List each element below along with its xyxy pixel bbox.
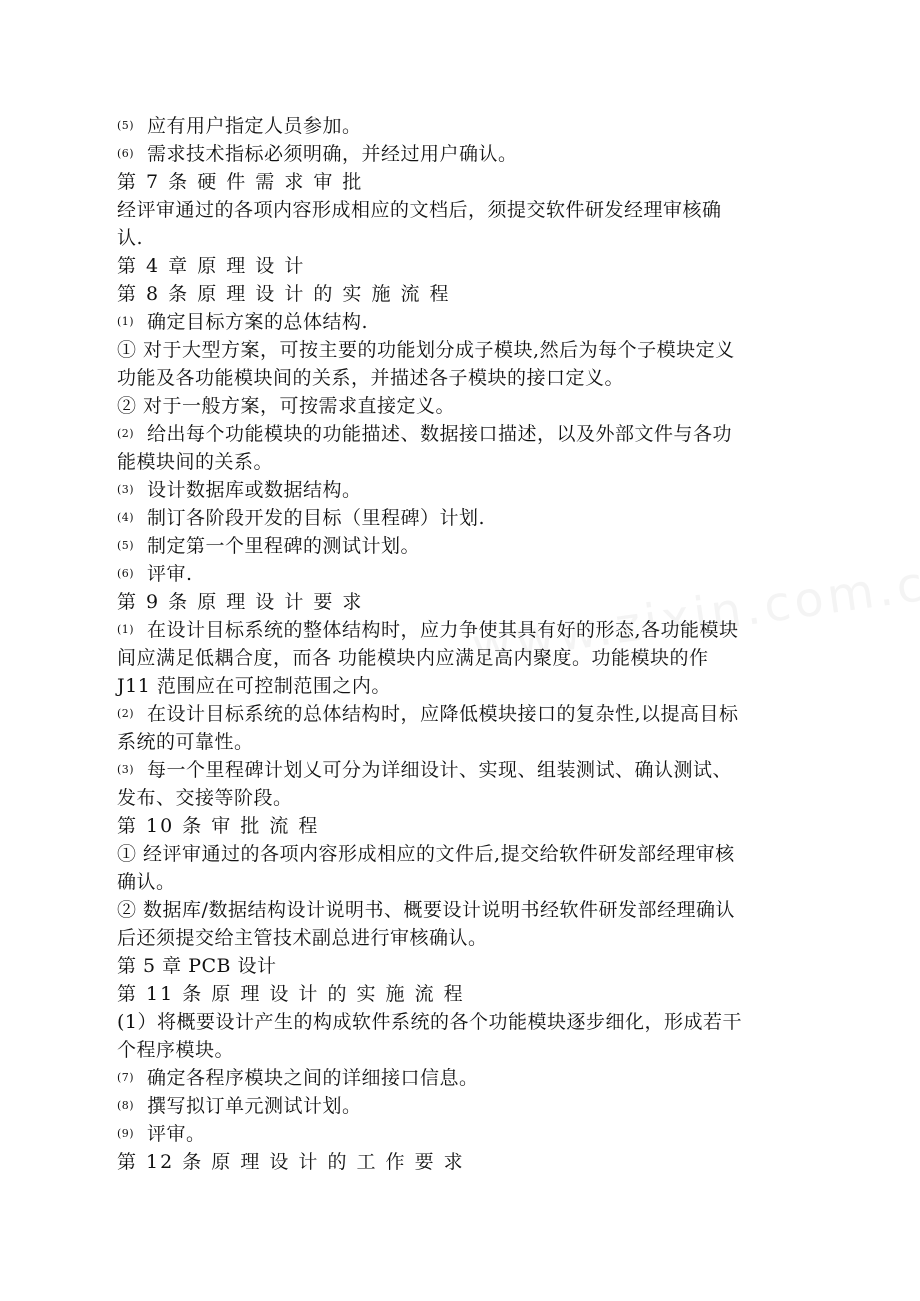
line-text: 经评审通过的各项内容形成相应的文档后，须提交软件研发经理审核确 — [117, 199, 722, 221]
text-line — [117, 560, 817, 588]
text-line — [117, 448, 817, 476]
text-line — [117, 756, 817, 784]
text-line — [117, 196, 817, 224]
line-text: 第 5 章 PCB 设计 — [117, 955, 277, 977]
line-text: 能模块间的关系。 — [117, 451, 274, 473]
item-number: (5) — [117, 119, 135, 132]
line-text: J11 范围应在可控制范围之内。 — [117, 675, 391, 697]
line-text: 系统的可靠性。 — [117, 731, 254, 753]
line-text: 需求技术指标必须明确，并经过用户确认。 — [147, 143, 518, 165]
section-heading — [117, 812, 817, 840]
item-number: (2) — [117, 427, 135, 440]
line-text: 在设计目标系统的总体结构时，应降低模块接口的复杂性,以提高目标 — [147, 703, 739, 725]
line-text: ① 对于大型方案，可按主要的功能划分成子模块,然后为每个子模块定义 — [117, 339, 735, 361]
text-line — [117, 952, 817, 980]
item-number: (1) — [117, 623, 135, 636]
text-line — [117, 840, 817, 868]
item-number: (8) — [117, 1099, 135, 1112]
item-number: (7) — [117, 1071, 135, 1084]
line-text: 确定目标方案的总体结构. — [147, 311, 369, 333]
text-line — [117, 336, 817, 364]
text-line — [117, 700, 817, 728]
line-text: 第 4 章 原 理 设 计 — [117, 255, 306, 277]
item-number: (6) — [117, 567, 135, 580]
line-text: 功能及各功能模块间的关系，并描述各子模块的接口定义。 — [117, 367, 625, 389]
text-line — [117, 672, 817, 700]
line-text: 第 8 条 原 理 设 计 的 实 施 流 程 — [117, 283, 451, 305]
text-line — [117, 644, 817, 672]
text-line — [117, 140, 817, 168]
line-text: ① 经评审通过的各项内容形成相应的文件后,提交给软件研发部经理审核 — [117, 843, 735, 865]
line-text: 间应满足低耦合度，而各 功能模块内应满足高内聚度。功能模块的作 — [117, 647, 709, 669]
text-line — [117, 896, 817, 924]
section-heading — [117, 1148, 817, 1176]
text-line — [117, 476, 817, 504]
text-line — [117, 532, 817, 560]
text-line — [117, 420, 817, 448]
line-text: 制定第一个里程碑的测试计划。 — [147, 535, 421, 557]
item-number: (2) — [117, 707, 135, 720]
text-line — [117, 924, 817, 952]
text-line — [117, 1120, 817, 1148]
line-text: 第 12 条 原 理 设 计 的 工 作 要 求 — [117, 1151, 465, 1173]
text-line — [117, 616, 817, 644]
text-line — [117, 1008, 817, 1036]
text-line — [117, 224, 817, 252]
line-text: 第 10 条 审 批 流 程 — [117, 815, 320, 837]
text-line — [117, 784, 817, 812]
line-text: 第 11 条 原 理 设 计 的 实 施 流 程 — [117, 983, 465, 1005]
section-heading — [117, 280, 817, 308]
line-text: 评审. — [147, 563, 193, 585]
text-line — [117, 308, 817, 336]
line-text: 给出每个功能模块的功能描述、数据接口描述，以及外部文件与各功 — [147, 423, 733, 445]
item-number: (6) — [117, 147, 135, 160]
line-text: ② 数据库/数据结构设计说明书、概要设计说明书经软件研发部经理确认 — [117, 899, 735, 921]
text-line — [117, 868, 817, 896]
line-text: 评审。 — [147, 1123, 206, 1145]
line-text: 第 7 条 硬 件 需 求 审 批 — [117, 171, 364, 193]
line-text: 每一个里程碑计划乂可分为详细设计、实现、组装测试、确认测试、 — [147, 759, 733, 781]
item-number: (4) — [117, 511, 135, 524]
item-number: (3) — [117, 763, 135, 776]
item-number: (1) — [117, 315, 135, 328]
text-line — [117, 1036, 817, 1064]
line-text: 确认。 — [117, 871, 176, 893]
line-text: 第 9 条 原 理 设 计 要 求 — [117, 591, 364, 613]
section-heading — [117, 252, 817, 280]
section-heading — [117, 168, 817, 196]
line-text: 个程序模块。 — [117, 1039, 235, 1061]
item-number: (5) — [117, 539, 135, 552]
section-heading — [117, 588, 817, 616]
text-line — [117, 1092, 817, 1120]
document-body — [117, 112, 817, 1176]
line-text: ② 对于一般方案，可按需求直接定义。 — [117, 395, 456, 417]
text-line — [117, 364, 817, 392]
line-text: (1）将概要设计产生的构成软件系统的各个功能模块逐步细化，形成若干 — [117, 1011, 743, 1033]
line-text: 应有用户指定人员参加。 — [147, 115, 362, 137]
text-line — [117, 1064, 817, 1092]
line-text: 发布、交接等阶段。 — [117, 787, 293, 809]
line-text: 撰写拟订单元测试计划。 — [147, 1095, 362, 1117]
line-text: 设计数据库或数据结构。 — [147, 479, 362, 501]
text-line — [117, 112, 817, 140]
line-text: 后还须提交给主管技术副总进行审核确认。 — [117, 927, 488, 949]
line-text: 确定各程序模块之间的详细接口信息。 — [147, 1067, 479, 1089]
item-number: (3) — [117, 483, 135, 496]
text-line — [117, 392, 817, 420]
text-line — [117, 504, 817, 532]
line-text: 制订各阶段开发的目标（里程碑）计划. — [147, 507, 486, 529]
line-text: 认. — [117, 227, 144, 249]
text-line — [117, 728, 817, 756]
item-number: (9) — [117, 1127, 135, 1140]
line-text: 在设计目标系统的整体结构时，应力争使其具有好的形态,各功能模块 — [147, 619, 739, 641]
section-heading — [117, 980, 817, 1008]
